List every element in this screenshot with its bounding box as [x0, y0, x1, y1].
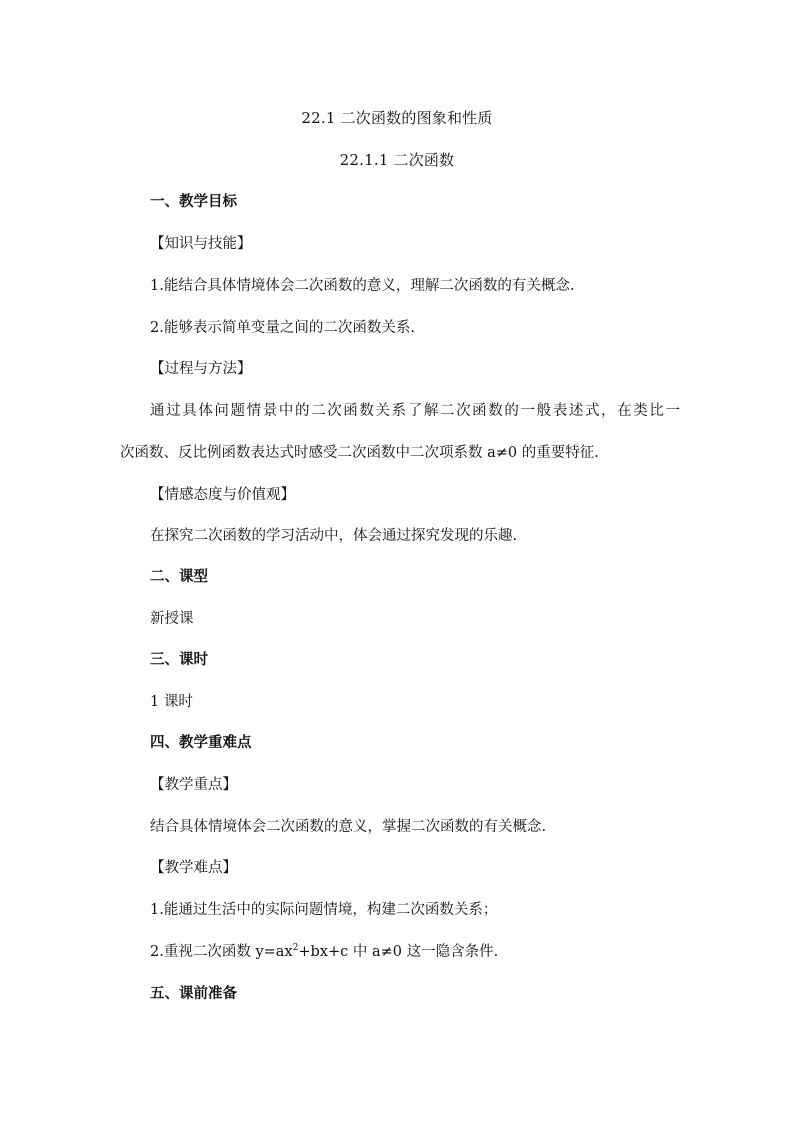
label-key-point: 【教学重点】	[150, 777, 237, 793]
class-hours-text: 1 课时	[150, 694, 193, 710]
knowledge-item-2: 2.能够表示简单变量之间的二次函数关系.	[150, 320, 415, 336]
section-title: 22.1 二次函数的图象和性质	[301, 109, 493, 127]
heading-teaching-goals: 一、教学目标	[150, 194, 237, 210]
subsection-title: 22.1.1 二次函数	[339, 151, 455, 169]
difficult-item-2-part-a: 2.重视二次函数 y=ax	[150, 944, 293, 960]
process-text-line-2: 次函数、反比例函数表达式时感受二次函数中二次项系数 a≠0 的重要特征.	[120, 445, 599, 461]
difficult-item-2-part-b: +bx+c 中 a≠0 这一隐含条件.	[298, 944, 499, 960]
heading-key-difficult-points: 四、教学重难点	[150, 735, 252, 751]
label-difficult-point: 【教学难点】	[150, 860, 237, 876]
heading-preparation: 五、课前准备	[150, 986, 237, 1002]
difficult-item-1: 1.能通过生活中的实际问题情境，构建二次函数关系；	[150, 902, 498, 918]
exponent-superscript: 2	[292, 943, 299, 953]
label-emotion-attitude: 【情感态度与价值观】	[150, 487, 295, 503]
label-process-method: 【过程与方法】	[150, 361, 252, 377]
heading-lesson-type: 二、课型	[150, 569, 208, 585]
emotion-text: 在探究二次函数的学习活动中，体会通过探究发现的乐趣.	[150, 528, 518, 544]
heading-class-hours: 三、课时	[150, 652, 208, 668]
lesson-type-text: 新授课	[150, 611, 194, 627]
knowledge-item-1: 1.能结合具体情境体会二次函数的意义，理解二次函数的有关概念.	[150, 278, 575, 294]
label-knowledge-skills: 【知识与技能】	[150, 236, 252, 252]
key-point-text: 结合具体情境体会二次函数的意义，掌握二次函数的有关概念.	[150, 819, 547, 835]
difficult-item-2	[150, 942, 498, 962]
process-text-line-1: 通过具体问题情景中的二次函数关系了解二次函数的一般表述式，在类比一	[150, 403, 680, 419]
